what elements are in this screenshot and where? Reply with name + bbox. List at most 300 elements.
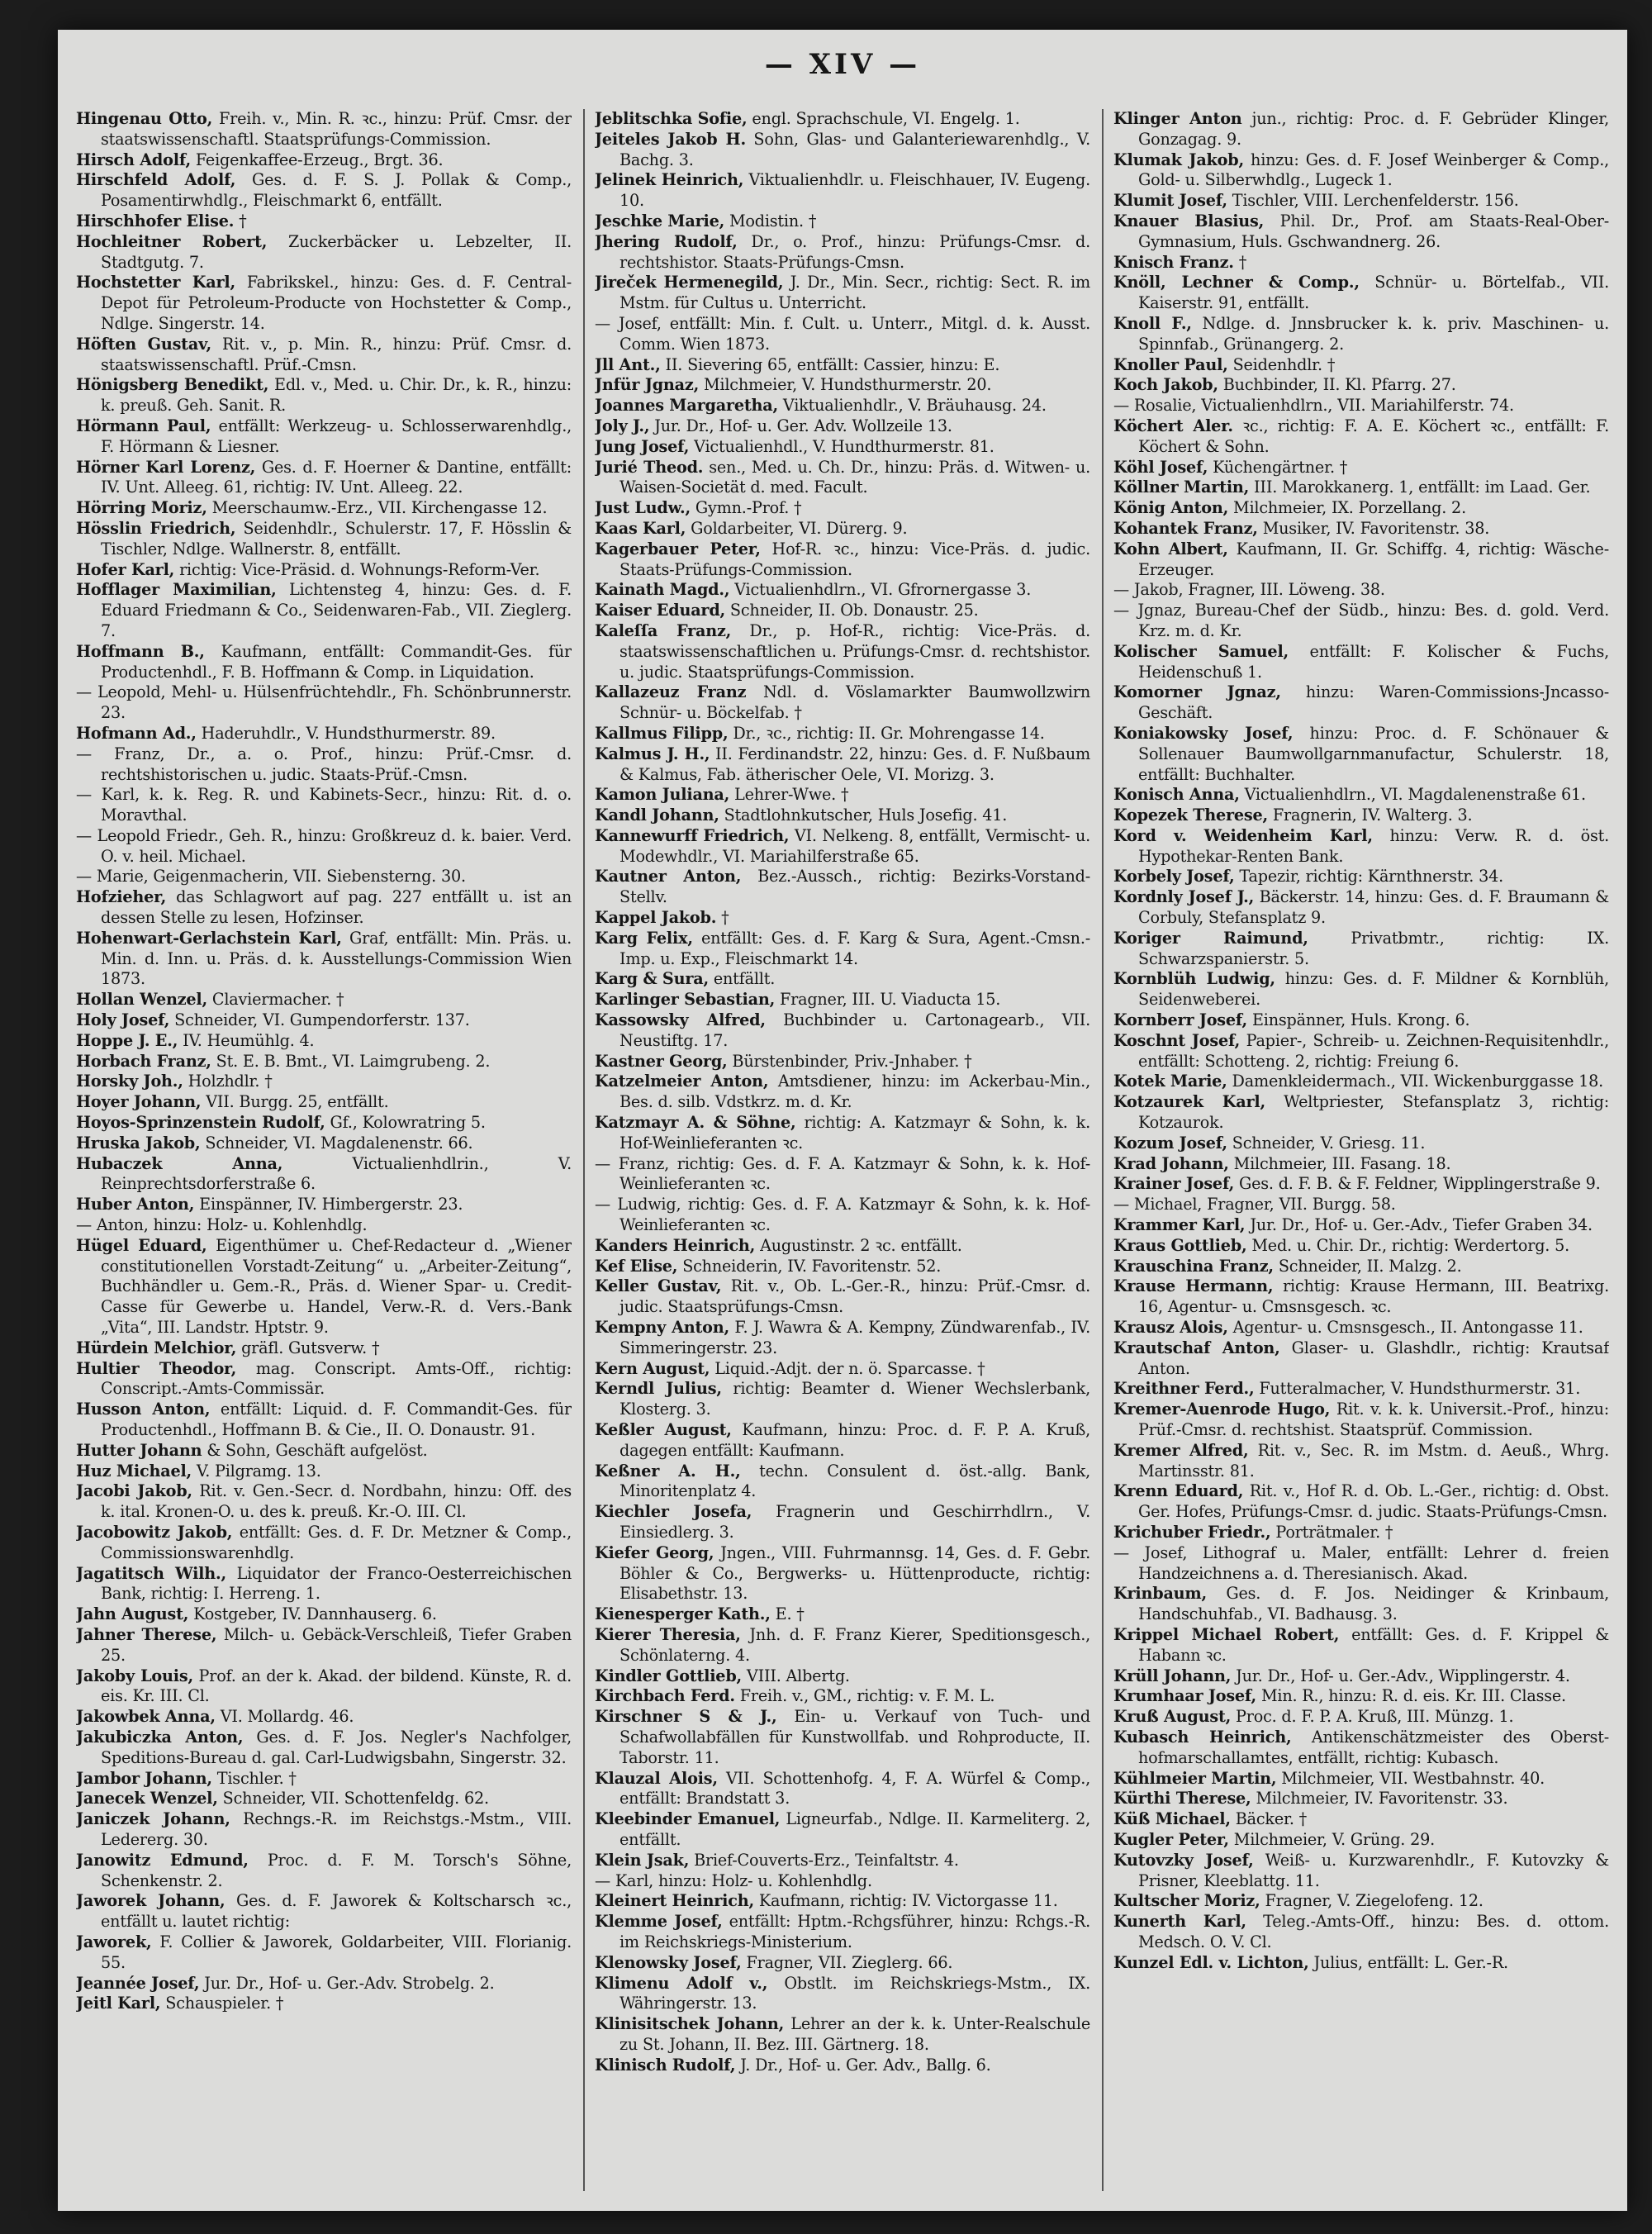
directory-entry — [595, 806, 1090, 826]
entry-details: Jngen., VIII. Fuhrmannsg. 14, Ges. d. F. Gebr. Böhler & Co., Bergwerks- u. Hüttenproducte, richtig: Elisabethstr. 13. — [620, 1542, 1090, 1604]
directory-entry — [595, 929, 1090, 970]
entry-name: Jelinek Heinrich, — [595, 170, 744, 190]
entry-details: — Leopold Friedr., Geh. R., hinzu: Großkreuz d. k. baier. Verd. O. v. heil. Michael. — [76, 825, 572, 866]
entry-name: Hirschhofer Elise. — [76, 211, 235, 231]
entry-name: Kainath Magd., — [595, 580, 730, 600]
entry-name: Hofflager Maximilian, — [76, 580, 277, 600]
entry-details: Milchmeier, IV. Favoritenstr. 33. — [1251, 1789, 1508, 1809]
entry-details: Schneiderin, IV. Favoritenstr. 52. — [677, 1256, 942, 1276]
directory-entry — [1113, 1584, 1609, 1625]
entry-name: Kiefer Georg, — [595, 1542, 714, 1562]
directory-entry — [76, 1400, 572, 1441]
entry-name: Kolischer Samuel, — [1113, 641, 1289, 661]
entry-details: Dr., ꝛc., richtig: II. Gr. Mohrengasse 14. — [728, 723, 1045, 743]
entry-details: Damenkleidermach., VII. Wickenburggasse 18. — [1227, 1072, 1604, 1091]
entry-details: Victualienhdlrn., VI. Gfrornergasse 3. — [729, 580, 1032, 600]
directory-entry — [595, 1113, 1090, 1154]
entry-details: Augustinstr. 2 ꝛc. entfällt. — [755, 1235, 962, 1255]
directory-entry — [76, 560, 572, 581]
entry-details: Lehrer an der k. k. Unter-Realschule zu St. Johann, II. Bez. III. Gärtnerg. 18. — [620, 2014, 1090, 2054]
directory-entry — [76, 1052, 572, 1072]
directory-entry — [1113, 1441, 1609, 1482]
entry-details: VIII. Albertg. — [742, 1666, 850, 1685]
directory-entry — [595, 1809, 1090, 1851]
directory-entry — [76, 273, 572, 334]
entry-details: Ndl. d. Vöslamarkter Baumwollzwirn Schnür- u. Böckelfab. † — [620, 682, 1090, 723]
directory-entry — [595, 539, 1090, 581]
entry-name: Kohantek Franz, — [1113, 518, 1258, 538]
directory-entry — [595, 416, 1090, 437]
directory-entry — [595, 1195, 1090, 1236]
entry-name: Klemme Josef, — [595, 1912, 723, 1932]
entry-details: Rit. v., p. Min. R., hinzu: Prüf. Cmsr. d. staatswissenschaftl. Prüf.-Cmsn. — [101, 334, 572, 374]
directory-entry — [76, 1666, 572, 1708]
entry-name: Klimenu Adolf v., — [595, 1973, 768, 1993]
entry-details: Obstlt. im Reichskriegs-Mstm., IX. Währingerstr. 13. — [620, 1973, 1090, 2013]
entry-details: Amtsdiener, hinzu: im Ackerbau-Min., Bes. d. silb. Vdstkrz. m. d. Kr. — [620, 1072, 1090, 1112]
entry-details: Küchengärtner. † — [1208, 457, 1348, 477]
entry-name: Kleinert Heinrich, — [595, 1891, 754, 1911]
entry-name: Kleebinder Emanuel, — [595, 1809, 781, 1829]
directory-entry — [76, 1625, 572, 1666]
directory-entry — [595, 273, 1090, 314]
entry-name: Kruß August, — [1113, 1707, 1232, 1727]
directory-entry — [595, 2014, 1090, 2056]
entry-details: VI. Nelkeng. 8, entfällt, Vermischt- u. Modewhdlr., VI. Mariahilferstraße 65. — [620, 825, 1090, 866]
entry-name: Knoller Paul, — [1113, 354, 1228, 374]
entry-name: Jeschke Marie, — [595, 211, 725, 231]
entry-name: Kef Elise, — [595, 1256, 678, 1276]
directory-entry — [595, 109, 1090, 130]
entry-details: Kaufmann, richtig: IV. Victorgasse 11. — [753, 1891, 1058, 1911]
entry-name: Kordnly Josef J., — [1113, 887, 1255, 907]
entry-name: Hoffmann B., — [76, 641, 205, 661]
entry-details: F. J. Wawra & A. Kempny, Zündwarenfab., IV. Simmeringerstr. 23. — [620, 1318, 1090, 1357]
entry-details: Ges. d. F. B. & F. Feldner, Wipplingerstraße 9. — [1234, 1174, 1601, 1194]
entry-name: Krausz Alois, — [1113, 1318, 1228, 1338]
entry-details: VI. Mollardg. 46. — [215, 1707, 354, 1727]
directory-entry — [76, 1010, 572, 1031]
directory-entry — [1113, 1400, 1609, 1441]
entry-details: Feigenkaffee-Erzeug., Brgt. 36. — [190, 150, 444, 169]
entry-name: Jeannée Josef, — [76, 1973, 200, 1993]
entry-name: Klenowsky Josef, — [595, 1952, 742, 1972]
column-divider — [583, 109, 585, 2191]
directory-entry — [76, 109, 572, 150]
entry-name: Kord v. Weidenheim Karl, — [1113, 825, 1373, 845]
entry-name: Koriger Raimund, — [1113, 928, 1308, 948]
entry-details: II. Sievering 65, entfällt: Cassier, hinzu: E. — [660, 354, 1000, 374]
directory-entry — [76, 1809, 572, 1851]
entry-details: — Marie, Geigenmacherin, VII. Siebensterng. 30. — [76, 867, 466, 886]
entry-details: & Sohn, Geschäft aufgelöst. — [202, 1440, 428, 1460]
entry-details: Jur. Dr., Hof- u. Ger.-Adv. Strobelg. 2. — [199, 1973, 495, 1993]
directory-entry — [1113, 1809, 1609, 1830]
column-divider — [1102, 109, 1104, 2191]
entry-name: Krad Johann, — [1113, 1153, 1229, 1173]
entry-name: Jagatitsch Wilh., — [76, 1563, 226, 1583]
entry-name: Krenn Eduard, — [1113, 1481, 1244, 1501]
directory-entry — [76, 724, 572, 744]
entry-details: — Franz, richtig: Ges. d. F. A. Katzmayr & Sohn, k. k. Hof-Weinlieferanten ꝛc. — [595, 1153, 1090, 1194]
entry-details: — Rosalie, Victualienhdlrn., VII. Mariahilferstr. 74. — [1113, 396, 1514, 416]
entry-name: Koch Jakob, — [1113, 375, 1218, 395]
entry-name: Klinger Anton — [1113, 109, 1242, 128]
entry-name: Janiczek Johann, — [76, 1809, 230, 1829]
directory-entry — [1113, 314, 1609, 355]
entry-details: Schneider, VI. Magdalenenstr. 66. — [200, 1133, 473, 1153]
entry-details: Goldarbeiter, VI. Dürerg. 9. — [686, 518, 908, 538]
entry-details: Gf., Kolowratring 5. — [325, 1113, 486, 1133]
entry-details: Dr., p. Hof-R., richtig: Vice-Präs. d. staatswissenschaftlichen u. Prüfungs-Cmsr. d. rechtshistor. u. judic. Staatsprüfungs-Commission. — [620, 620, 1090, 682]
directory-entry — [595, 1912, 1090, 1953]
directory-entry — [76, 519, 572, 560]
directory-entry — [76, 826, 572, 867]
entry-name: Hönigsberg Benedikt, — [76, 375, 269, 395]
directory-entry — [76, 1338, 572, 1359]
entry-details: Kaufmann, II. Gr. Schiffg. 4, richtig: Wäsche-Erzeuger. — [1138, 539, 1609, 579]
entry-details: mag. Conscript. Amts-Off., richtig: Conscript.-Amts-Commissär. — [101, 1358, 572, 1399]
directory-entry — [1113, 1338, 1609, 1380]
entry-name: Jeitl Karl, — [76, 1994, 161, 2013]
directory-entry — [76, 1932, 572, 1974]
directory-entry — [1113, 1318, 1609, 1338]
entry-details: Milchmeier, IX. Porzellang. 2. — [1228, 498, 1466, 518]
entry-details: † — [234, 211, 247, 231]
entry-details: Milch- u. Gebäck-Verschleiß, Tiefer Graben 25. — [101, 1624, 572, 1665]
entry-details: Fragnerin und Geschirrhdlrn., V. Einsiedlerg. 3. — [620, 1502, 1090, 1542]
directory-entry — [1113, 1257, 1609, 1277]
entry-details: VII. Burgg. 25, entfällt. — [201, 1092, 389, 1112]
entry-details: IV. Heumühlg. 4. — [178, 1030, 315, 1050]
entry-details: Schneider, II. Ob. Donaustr. 25. — [725, 601, 979, 620]
entry-name: Katzelmeier Anton, — [595, 1072, 769, 1091]
entry-details: — Karl, k. k. Reg. R. und Kabinets-Secr., hinzu: Rit. d. o. Moravthal. — [76, 785, 572, 825]
directory-entry — [76, 990, 572, 1010]
entry-details: Ndlge. d. Jnnsbrucker k. k. priv. Maschinen- u. Spinnfab., Grünangerg. 2. — [1138, 313, 1609, 354]
entry-name: Hubaczek Anna, — [76, 1153, 283, 1173]
entry-name: Jeiteles Jakob H. — [595, 129, 746, 149]
entry-name: Klumit Josef, — [1113, 191, 1227, 211]
directory-entry — [1113, 1789, 1609, 1809]
directory-entry — [76, 1604, 572, 1625]
entry-details: Rechngs.-R. im Reichstgs.-Mstm., VIII. Ledererg. 30. — [101, 1809, 572, 1849]
directory-entry — [76, 212, 572, 232]
directory-entry — [595, 1953, 1090, 1974]
entry-details: Sohn, Glas- und Galanteriewarenhdlg., V. Bachg. 3. — [620, 129, 1090, 169]
directory-entry — [595, 1420, 1090, 1462]
directory-entry — [1113, 396, 1609, 416]
directory-entry — [76, 1462, 572, 1482]
directory-entry — [595, 1462, 1090, 1503]
entry-name: Keller Gustav, — [595, 1276, 722, 1296]
entry-details: V. Pilgramg. 13. — [192, 1461, 321, 1481]
directory-entry — [595, 1666, 1090, 1687]
directory-entry — [1113, 1236, 1609, 1257]
entry-details: Tischler. † — [211, 1768, 297, 1788]
entry-details: Milchmeier, V. Hundsthurmerstr. 20. — [699, 375, 992, 395]
entry-name: Klauzal Alois, — [595, 1768, 718, 1788]
directory-entry — [76, 1195, 572, 1215]
entry-name: Kotek Marie, — [1113, 1072, 1227, 1091]
entry-name: Klinisitschek Johann, — [595, 2014, 785, 2034]
entry-name: Karlinger Sebastian, — [595, 990, 776, 1010]
directory-entry — [595, 519, 1090, 539]
entry-details: sen., Med. u. Ch. Dr., hinzu: Präs. d. Witwen- u. Waisen-Societät d. med. Facult. — [620, 457, 1090, 497]
directory-entry — [1113, 416, 1609, 458]
entry-details: Rit. v., Hof R. d. Ob. L.-Ger., richtig: d. Obst. Ger. Hofes, Prüfungs-Cmsr. d. judic. Staats-Prüfungs-Cmsn. — [1138, 1481, 1609, 1522]
entry-details: entfällt: Hptm.-Rchgsführer, hinzu: Rchgs.-R. im Reichskriegs-Ministerium. — [620, 1912, 1090, 1951]
entry-name: Höften Gustav, — [76, 334, 211, 354]
directory-entry — [1113, 1728, 1609, 1769]
entry-details: Kostgeber, IV. Dannhauserg. 6. — [188, 1604, 437, 1624]
entry-name: Hruska Jakob, — [76, 1133, 201, 1153]
entry-name: Klumak Jakob, — [1113, 150, 1244, 169]
directory-entry — [595, 375, 1090, 396]
entry-name: Huz Michael, — [76, 1461, 192, 1481]
entry-name: Hörner Karl Lorenz, — [76, 457, 256, 477]
directory-entry — [595, 682, 1090, 724]
entry-name: Jacobi Jakob, — [76, 1481, 192, 1501]
directory-entry — [1113, 109, 1609, 150]
directory-entry — [76, 1564, 572, 1605]
entry-details: Weltpriester, Stefansplatz 3, richtig: Kotzaurok. — [1138, 1092, 1609, 1133]
entry-name: Krippel Michael Robert, — [1113, 1624, 1340, 1644]
entry-name: Jakoby Louis, — [76, 1666, 193, 1685]
entry-details: Schauspieler. † — [160, 1994, 284, 2013]
entry-details: Weiß- u. Kurzwarenhdlr., F. Kutovzky & Prisner, Kleeblattg. 11. — [1138, 1850, 1609, 1890]
entry-details: Schneider, II. Malzg. 2. — [1273, 1256, 1462, 1276]
directory-entry — [1113, 1010, 1609, 1031]
entry-name: Kraus Gottlieb, — [1113, 1235, 1247, 1255]
entry-details: Porträtmaler. † — [1270, 1522, 1393, 1542]
entry-details: Jur. Dr., Hof- u. Ger.-Adv., Wipplingerstr. 4. — [1231, 1666, 1570, 1685]
entry-name: Kreithner Ferd., — [1113, 1379, 1255, 1399]
entry-name: Jll Ant., — [595, 354, 661, 374]
directory-entry — [595, 314, 1090, 355]
entry-name: Horbach Franz, — [76, 1051, 211, 1071]
directory-entry — [76, 1891, 572, 1932]
entry-details: Proc. d. F. M. Torsch's Söhne, Schenkenstr. 2. — [101, 1850, 572, 1890]
directory-entry — [1113, 682, 1609, 724]
directory-entry — [76, 1481, 572, 1523]
directory-entry — [76, 1707, 572, 1728]
directory-entry — [1113, 539, 1609, 581]
entry-name: Hirschfeld Adolf, — [76, 170, 236, 190]
entry-name: Kagerbauer Peter, — [595, 539, 761, 558]
entry-name: Kirchbach Ferd. — [595, 1686, 735, 1706]
entry-name: Knauer Blasius, — [1113, 211, 1265, 231]
entry-details: Zuckerbäcker u. Lebzelter, II. Stadtgutg. 7. — [101, 231, 572, 272]
entry-name: Kaas Karl, — [595, 518, 686, 538]
entry-name: Hoyos-Sprinzenstein Rudolf, — [76, 1113, 325, 1133]
entry-name: Knoll F., — [1113, 313, 1192, 333]
directory-entry — [1113, 867, 1609, 887]
entry-details: richtig: Beamter d. Wiener Wechslerbank, Klosterg. 3. — [620, 1379, 1090, 1419]
entry-name: Kassowsky Alfred, — [595, 1010, 766, 1030]
entry-name: Jnfür Jgnaz, — [595, 375, 700, 395]
entry-details: Futteralmacher, V. Hundsthurmerstr. 31. — [1254, 1379, 1581, 1399]
directory-entry — [76, 1994, 572, 2014]
entry-details: Julius, entfällt: L. Ger.-R. — [1308, 1952, 1508, 1972]
entry-name: Jung Josef, — [595, 436, 690, 456]
directory-entry — [1113, 253, 1609, 273]
entry-details: — Jakob, Fragner, III. Löweng. 38. — [1113, 580, 1385, 600]
directory-entry — [1113, 1481, 1609, 1523]
entry-name: Jhering Rudolf, — [595, 231, 738, 251]
directory-entry — [595, 458, 1090, 499]
entry-details: hinzu: Waren-Commissions-Jncasso-Geschäft. — [1138, 682, 1609, 723]
entry-details: J. Dr., Hof- u. Ger. Adv., Ballg. 6. — [735, 2055, 991, 2075]
entry-details: das Schlagwort auf pag. 227 entfällt u. ist an dessen Stelle zu lesen, Hofzinser. — [101, 887, 572, 928]
entry-name: Kultscher Moriz, — [1113, 1891, 1260, 1911]
entry-details: Milchmeier, III. Fasang. 18. — [1228, 1153, 1451, 1173]
directory-entry — [595, 2056, 1090, 2076]
directory-entry — [76, 929, 572, 990]
directory-entry — [595, 1154, 1090, 1195]
entry-name: Konisch Anna, — [1113, 785, 1240, 805]
directory-entry — [1113, 1523, 1609, 1543]
directory-entry — [595, 437, 1090, 458]
directory-entry — [595, 990, 1090, 1010]
directory-entry — [595, 1871, 1090, 1892]
entry-name: Jakowbek Anna, — [76, 1707, 216, 1727]
entry-name: Hohenwart-Gerlachstein Karl, — [76, 928, 342, 948]
entry-name: Knöll, Lechner & Comp., — [1113, 273, 1360, 292]
entry-details: Rit. v. k. k. Universit.-Prof., hinzu: Prüf.-Cmsr. d. rechtshist. Staatsprüf. Commission. — [1138, 1400, 1609, 1439]
entry-name: Jakubiczka Anton, — [76, 1727, 244, 1747]
entry-details: Bäckerstr. 14, hinzu: Ges. d. F. Braumann & Corbuly, Stefansplatz 9. — [1138, 887, 1609, 928]
directory-entry — [76, 682, 572, 724]
entry-name: Krammer Karl, — [1113, 1215, 1246, 1235]
directory-entry — [595, 232, 1090, 273]
entry-details: Prof. an der k. Akad. der bildend. Künste, R. d. eis. Kr. III. Cl. — [101, 1666, 572, 1706]
entry-details: Graf, entfällt: Min. Präs. u. Min. d. Inn. u. Präs. d. k. Ausstellungs-Commission Wien 1873. — [101, 928, 572, 989]
entry-details: Bürstenbinder, Priv.-Jnhaber. † — [727, 1051, 972, 1071]
entry-details: Buchbinder u. Cartonagearb., VII. Neustiftg. 17. — [620, 1010, 1090, 1050]
entry-details: Liquid.-Adjt. der n. ö. Sparcasse. † — [710, 1358, 985, 1378]
entry-name: Kremer Alfred, — [1113, 1440, 1249, 1460]
directory-entry — [76, 170, 572, 212]
entry-name: Jahn August, — [76, 1604, 189, 1624]
entry-details: Kaufmann, hinzu: Proc. d. F. P. A. Kruß, dagegen entfällt: Kaufmann. — [620, 1420, 1090, 1460]
entry-name: Hingenau Otto, — [76, 109, 213, 128]
directory-entry — [1113, 1154, 1609, 1175]
entry-name: Jacobowitz Jakob, — [76, 1522, 233, 1542]
entry-details: Fragner, V. Ziegelofeng. 12. — [1260, 1891, 1483, 1911]
entry-details: — Josef, Lithograf u. Maler, entfällt: Lehrer d. freien Handzeichnens a. d. Theresianisch. Akad. — [1113, 1542, 1609, 1583]
entry-details: jun., richtig: Proc. d. F. Gebrüder Klinger, Gonzagag. 9. — [1138, 109, 1609, 149]
entry-details: entfällt: Ges. d. F. Dr. Metzner & Comp., Commissionswarenhdlg. — [101, 1522, 572, 1562]
directory-entry — [1113, 1666, 1609, 1687]
entry-details: Rit. v. Gen.-Secr. d. Nordbahn, hinzu: Off. des k. ital. Kronen-O. u. des k. preuß. Kr.-O. III. Cl. — [101, 1481, 572, 1522]
entry-details: III. Marokkanerg. 1, entfällt: im Laad. Ger. — [1249, 478, 1591, 497]
entry-name: Krichuber Friedr., — [1113, 1522, 1271, 1542]
entry-details: Victualienhdlrn., VI. Magdalenenstraße 61. — [1239, 785, 1586, 805]
entry-name: Kremer-Auenrode Hugo, — [1113, 1400, 1331, 1419]
directory-entry — [595, 1010, 1090, 1052]
entry-name: Kerndl Julius, — [595, 1379, 722, 1399]
entry-name: Holy Josef, — [76, 1010, 170, 1030]
entry-name: Jurié Theod. — [595, 457, 704, 477]
directory-entry — [76, 335, 572, 376]
entry-details: Victualienhdlrin., V. Reinprechtsdorferstraße 6. — [101, 1153, 572, 1194]
entry-details: Rit. v., Ob. L.-Ger.-R., hinzu: Prüf.-Cmsr. d. judic. Staatsprüfungs-Cmsn. — [620, 1276, 1090, 1317]
directory-entry — [1113, 191, 1609, 212]
directory-entry — [1113, 273, 1609, 314]
entry-name: Jahner Therese, — [76, 1624, 217, 1644]
entry-details: Einspänner, Huls. Krong. 6. — [1247, 1010, 1470, 1030]
entry-details: — Jgnaz, Bureau-Chef der Südb., hinzu: Bes. d. gold. Verd. Krz. m. d. Kr. — [1113, 601, 1609, 640]
directory-entry — [1113, 887, 1609, 929]
entry-details: Milchmeier, VII. Westbahnstr. 40. — [1276, 1768, 1545, 1788]
entry-details: Teleg.-Amts-Off., hinzu: Bes. d. ottom. Medsch. O. V. Cl. — [1138, 1912, 1609, 1951]
entry-name: Korbely Josef, — [1113, 867, 1235, 886]
entry-details: Schneider, VII. Schottenfeldg. 62. — [217, 1789, 489, 1809]
entry-details: — Ludwig, richtig: Ges. d. F. A. Katzmayr & Sohn, k. k. Hof-Weinlieferanten ꝛc. — [595, 1195, 1090, 1235]
entry-details: Tapezir, richtig: Kärnthnerstr. 34. — [1234, 867, 1504, 886]
entry-details: entfällt: F. Kolischer & Fuchs, Heidenschuß 1. — [1138, 641, 1609, 682]
entry-name: Kirschner S & J., — [595, 1707, 777, 1727]
entry-name: Kunerth Karl, — [1113, 1912, 1246, 1932]
entry-details: richtig: Vice-Präsid. d. Wohnungs-Reform-Ver. — [174, 559, 540, 579]
entry-details: Med. u. Chir. Dr., richtig: Werdertorg. 5. — [1246, 1235, 1569, 1255]
entry-name: Hutter Johann — [76, 1440, 202, 1460]
entry-name: Kutovzky Josef, — [1113, 1850, 1254, 1870]
directory-entry — [1113, 1851, 1609, 1892]
entry-details: richtig: Krause Hermann, III. Beatrixg. 16, Agentur- u. Cmsnsgesch. ꝛc. — [1138, 1276, 1609, 1317]
directory-entry — [1113, 478, 1609, 498]
directory-entry — [76, 785, 572, 826]
directory-entry — [1113, 1379, 1609, 1400]
directory-entry — [1113, 806, 1609, 826]
directory-entry — [1113, 724, 1609, 785]
entry-name: Kanders Heinrich, — [595, 1235, 756, 1255]
directory-entry — [595, 1276, 1090, 1318]
entry-details: Buchbinder, II. Kl. Pfarrg. 27. — [1218, 375, 1456, 395]
entry-details: Antikenschätzmeister des Oberst-hofmarschallamtes, entfällt, richtig: Kubasch. — [1138, 1727, 1609, 1767]
entry-name: Husson Anton, — [76, 1400, 211, 1419]
directory-entry — [76, 1523, 572, 1564]
page-number-header: — XIV — — [764, 48, 921, 81]
directory-entry — [595, 621, 1090, 682]
directory-entry — [76, 867, 572, 887]
entry-name: Kappel Jakob. — [595, 908, 717, 928]
entry-name: Janecek Wenzel, — [76, 1789, 218, 1809]
entry-details: — Leopold, Mehl- u. Hülsenfrüchtehdlr., Fh. Schönbrunnerstr. 23. — [76, 682, 572, 723]
entry-name: Kohn Albert, — [1113, 539, 1228, 558]
entry-name: Katzmayr A. & Söhne, — [595, 1113, 796, 1133]
entry-details: hinzu: Proc. d. F. Schönauer & Sollenauer Baumwollgarnmanufactur, Schulerstr. 18, entfällt: Buchhalter. — [1138, 723, 1609, 784]
entry-details: Viktualienhdlr. u. Fleischhauer, IV. Eugeng. 10. — [620, 170, 1090, 211]
entry-details: Claviermacher. † — [206, 990, 344, 1010]
directory-entry — [1113, 1072, 1609, 1092]
entry-name: Kubasch Heinrich, — [1113, 1727, 1292, 1747]
entry-name: Hofer Karl, — [76, 559, 175, 579]
entry-name: Kunzel Edl. v. Lichton, — [1113, 1952, 1309, 1972]
entry-name: Kautner Anton, — [595, 867, 742, 886]
directory-entry — [595, 170, 1090, 212]
entry-name: Karg Felix, — [595, 928, 693, 948]
entry-details: Einspänner, IV. Himbergerstr. 23. — [194, 1195, 463, 1214]
entry-details: Freih. v., Min. R. ꝛc., hinzu: Prüf. Cmsr. der staatswissenschaftl. Staatsprüfungs-Commission. — [101, 109, 572, 149]
directory-entry — [595, 580, 1090, 601]
entry-name: Kugler Peter, — [1113, 1829, 1229, 1849]
directory-entry — [595, 396, 1090, 416]
entry-name: Klein Jsak, — [595, 1850, 690, 1870]
entry-name: Joannes Margaretha, — [595, 396, 778, 416]
entry-details: Schnür- u. Börtelfab., VII. Kaiserstr. 91, entfällt. — [1138, 273, 1609, 313]
